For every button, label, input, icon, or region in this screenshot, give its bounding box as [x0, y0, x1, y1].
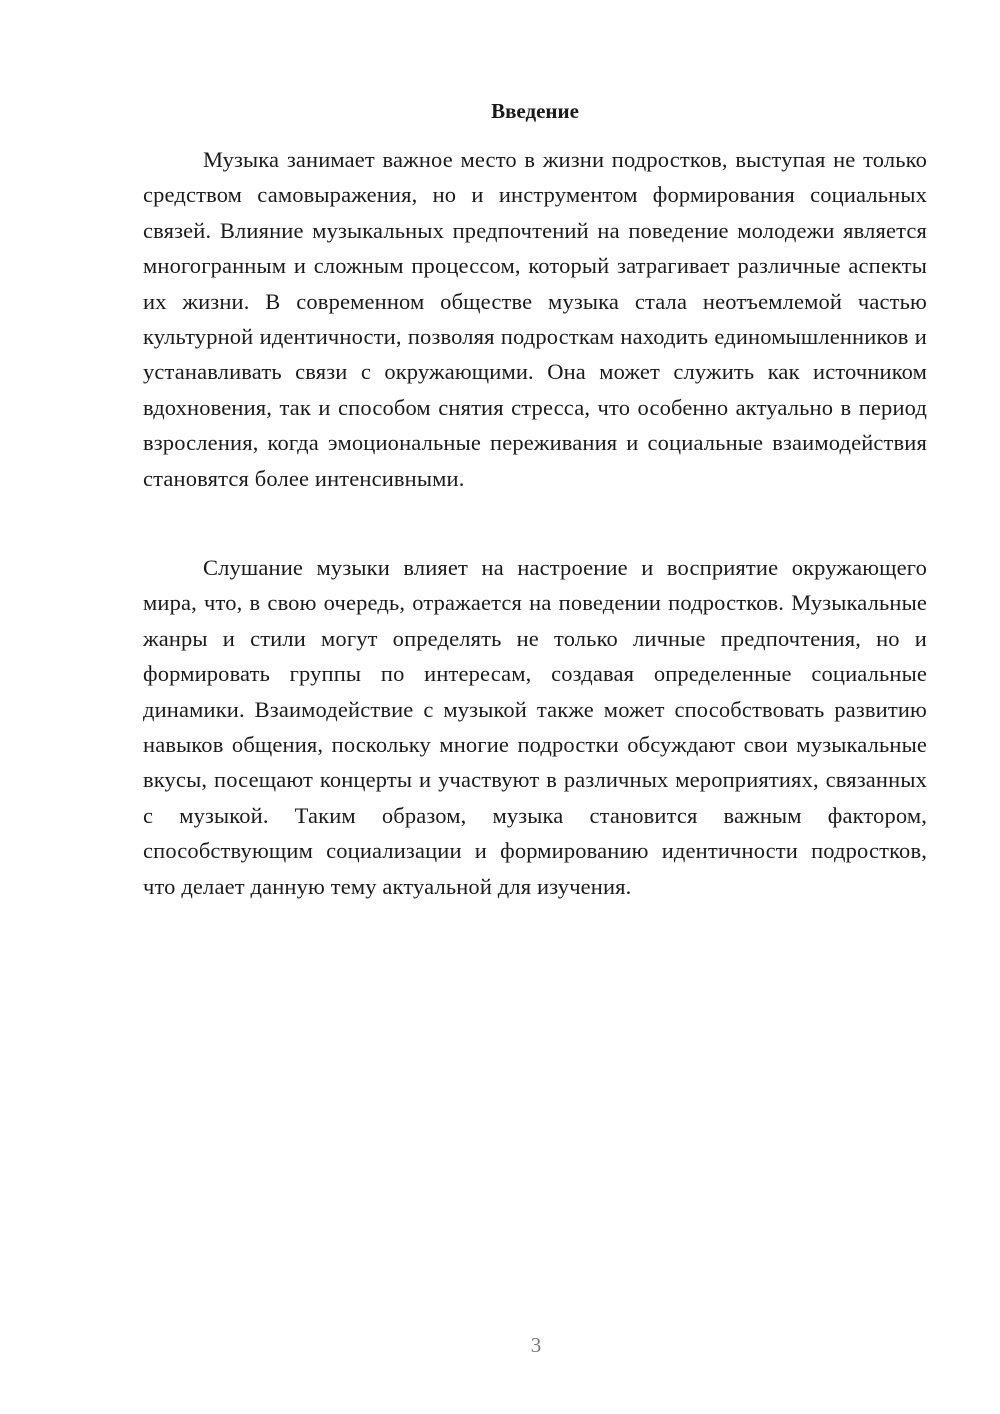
- paragraph-2-container: [143, 550, 927, 904]
- paragraph-1: Музыка занимает важное место в жизни подростков, выступая не только средством самовыражения, но и инструментом формирования социальных связей. Влияние музыкальных предпочтений на поведение молодежи является многогранным и сложным процессом, который затрагивает различные аспекты их жизни. В современном обществе музыка стала неотъемлемой частью культурной идентичности, позволяя подросткам находить единомышленников и устанавливать связи с окружающими. Она может служить как источником вдохновения, так и способом снятия стресса, что особенно актуально в период взросления, когда эмоциональные переживания и социальные взаимодействия становятся более интенсивными.: [143, 147, 927, 491]
- paragraph-2: Слушание музыки влияет на настроение и восприятие окружающего мира, что, в свою очередь, отражается на поведении подростков. Музыкальные жанры и стили могут определять не только личные предпочтения, но и формировать группы по интересам, создавая определенные социальные динамики. Взаимодействие с музыкой также может способствовать развитию навыков общения, поскольку многие подростки обсуждают свои музыкальные вкусы, посещают концерты и участвуют в различных мероприятиях, связанных с музыкой. Таким образом, музыка становится важным фактором, способствующим социализации и формированию идентичности подростков, что делает данную тему актуальной для изучения.: [143, 555, 927, 899]
- section-heading: Введение: [491, 99, 579, 123]
- page-number: 3: [530, 1333, 542, 1357]
- paragraph-1-container: [143, 142, 927, 496]
